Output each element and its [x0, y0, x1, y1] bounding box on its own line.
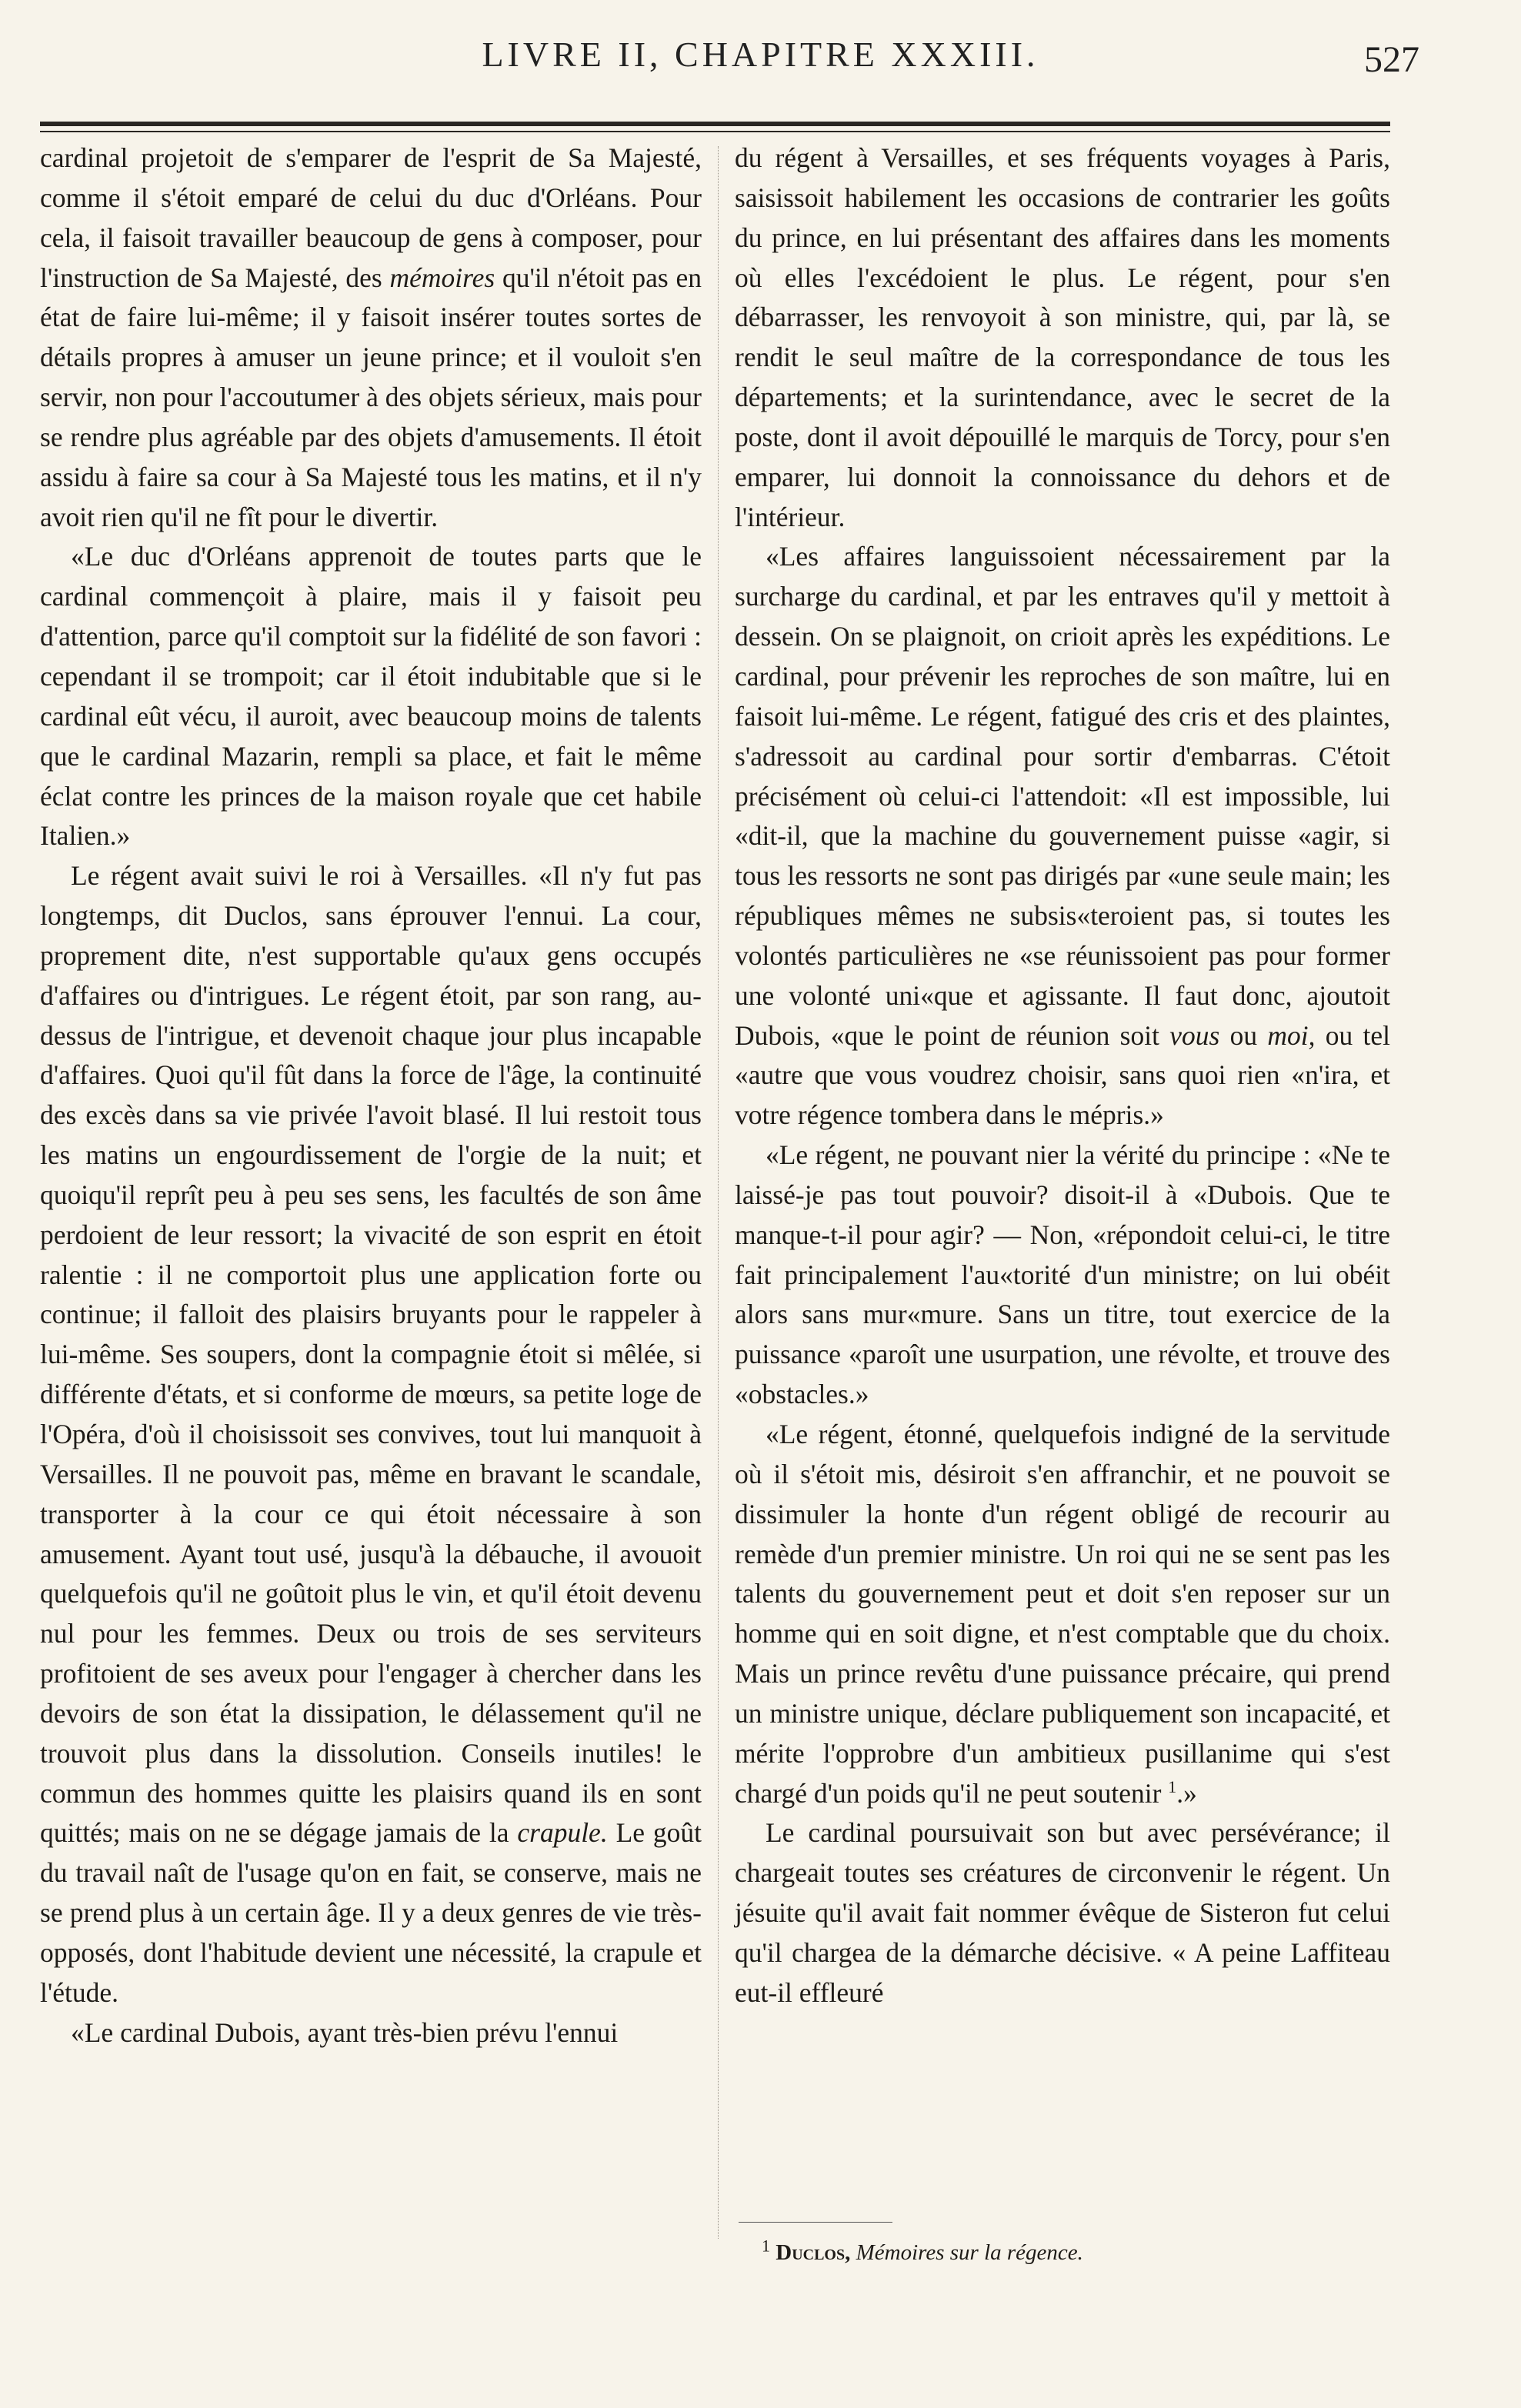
paragraph: Le régent avait suivi le roi à Versailles. «Il n'y fut pas longtemps, dit Duclos, sans éprouver l'ennui. La cour, proprement dite, n'est supportable qu'aux gens occupés d'affaires ou d'intrigues. Le régent étoit, par son rang, au-dessus de l'intrigue, et devenoit chaque jour plus incapable d'affaires. Quoi qu'il fût dans la force de l'âge, la continuité des excès dans sa vie privée l'avoit blasé. Il lui restoit tous les matins un engourdissement de l'orgie de la nuit; et quoiqu'il reprît peu à peu ses sens, les facultés de son âme perdoient de leur ressort; la vivacité de son esprit en étoit ralentie : il ne comportoit plus une application forte ou continue; il falloit des plaisirs bruyants pour le rappeler à lui-même. Ses soupers, dont la compagnie étoit si mêlée, si différente d'états, et si conforme de mœurs, sa petite loge de l'Opéra, d'où il choisissoit ses convives, tout lui manquoit à Versailles. Il ne pouvoit pas, même en bravant le scandale, transporter à la cour ce qui étoit nécessaire à son amusement. Ayant tout usé, jusqu'à la débauche, il avouoit quelquefois qu'il ne goûtoit plus le vin, et qu'il étoit devenu nul pour les femmes. Deux ou trois de ses serviteurs profitoient de ses aveux pour l'engager à chercher dans les devoirs de son état la dissipation, le délassement qu'il ne trouvoit plus dans la dissolution. Conseils inutiles! le commun des hommes quitte les plaisirs quand ils en sont quittés; mais on ne se dégage jamais de la crapule. Le goût du travail naît de l'usage qu'on en fait, se conserve, mais ne se prend plus à un certain âge. Il y a deux genres de vie très-opposés, dont l'habitude devient une nécessité, la crapule et l'étude. — [40, 860, 702, 2008]
paragraph: cardinal projetoit de s'emparer de l'esprit de Sa Majesté, comme il s'étoit emparé de celui du duc d'Orléans. Pour cela, il faisoit travailler beaucoup de gens à composer, pour l'instruction de Sa Majesté, des mémoires qu'il n'étoit pas en état de faire lui-même; il y faisoit insérer toutes sortes de détails propres à amuser un jeune prince; et il vouloit s'en servir, non pour l'accoutumer à des objets sérieux, mais pour se rendre plus agréable par des objets d'amusements. Il étoit assidu à faire sa cour à Sa Majesté tous les matins, et il n'y avoit rien qu'il ne fît pour le divertir. — [40, 142, 702, 532]
paragraph: Le cardinal poursuivait son but avec persévérance; il chargeait toutes ses créatures de circonvenir le régent. Un jésuite qu'il avait fait nommer évêque de Sisteron fut celui qu'il chargea de la démarche décisive. « A peine Laffiteau eut-il effleuré — [735, 1817, 1390, 2008]
footnote-reference[interactable]: 1 — [1168, 1776, 1177, 1796]
paragraph: «Les affaires languissoient nécessairement par la surcharge du cardinal, et par les entraves qu'il y mettoit à dessein. On se plaignoit, on crioit après les expéditions. Le cardinal, pour prévenir les reproches de son maître, lui en faisoit lui-même. Le régent, fatigué des cris et des plaintes, s'adressoit au cardinal pour sortir d'embarras. C'étoit précisément où celui-ci l'attendoit: «Il est impossible, lui «dit-il, que la machine du gouvernement puisse «agir, si tous les ressorts ne sont pas dirigés par «une seule main; les républiques mêmes ne subsis«teroient pas, si toutes les volontés particulières ne «se réunissoient pas pour former une volonté uni«que et agissante. Il faut donc, ajoutoit Dubois, «que le point de réunion soit vous ou moi, ou tel «autre que vous voudrez choisir, sans quoi rien «n'ira, et votre régence tombera dans le mépris.» — [735, 541, 1391, 1131]
page-number: 527 — [1364, 39, 1419, 80]
footnote-author: Duclos, — [776, 2240, 851, 2265]
paragraph: «Le régent, ne pouvant nier la vérité du principe : «Ne te laissé-je pas tout pouvoir? disoit-il à «Dubois. Que te manque-t-il pour agir? — Non, «répondoit celui-ci, le titre fait principalement l'au«torité d'un ministre; on lui obéit alors sans mur«mure. Sans un titre, tout exercice de la puissance «paroît une usurpation, une révolte, et trouve des «obstacles.» — [735, 1139, 1390, 1410]
paragraph: du régent à Versailles, et ses fréquents voyages à Paris, saisissoit habilement les occasions de contrarier les goûts du prince, en lui présentant des affaires dans les moments où elles l'excédoient le plus. Le régent, pour s'en débarrasser, les renvoyoit à son ministre, qui, par là, se rendit le seul maître de la correspondance de tous les départements; et la surintendance, avec le secret de la poste, dont il avoit dépouillé le marquis de Torcy, pour s'en emparer, lui donnoit la connoissance du dehors et de l'intérieur. — [735, 142, 1390, 532]
header-rule-thin — [40, 131, 1390, 132]
left-column — [40, 138, 702, 2053]
paragraph: «Le cardinal Dubois, ayant très-bien prévu l'ennui — [71, 2016, 619, 2048]
page-header — [0, 34, 1521, 95]
column-divider — [718, 146, 719, 2239]
footnote-marker: 1 — [762, 2236, 770, 2256]
footnote-work: Mémoires sur la régence. — [856, 2240, 1083, 2265]
running-title: LIVRE II, CHAPITRE XXXIII. — [482, 35, 1039, 74]
footnote-rule — [739, 2222, 892, 2223]
header-rule-thick — [40, 122, 1390, 126]
footnote — [762, 2237, 1377, 2268]
right-column — [735, 138, 1390, 2013]
paragraph: «Le régent, étonné, quelquefois indigné de la servitude où il s'étoit mis, désiroit s'en affranchir, et ne pouvoit se dissimuler la honte d'un régent obligé de recourir au remède d'un premier ministre. Un roi qui ne se sent pas les talents du gouvernement peut et doit s'en reposer sur un homme qui en soit digne, et n'est comptable que du choix. Mais un prince revêtu d'une puissance précaire, qui prend un ministre unique, déclare publiquement son incapacité, et mérite l'opprobre d'un ambitieux pusillanime qui s'est chargé d'un poids qu'il ne peut soutenir $^1$.» — [735, 1419, 1390, 1809]
paragraph: «Le duc d'Orléans apprenoit de toutes parts que le cardinal commençoit à plaire, mais il y faisoit peu d'attention, parce qu'il comptoit sur la fidélité de son favori : cependant il se trompoit; car il étoit indubitable que si le cardinal eût vécu, il auroit, avec beaucoup moins de talents que le cardinal Mazarin, rempli sa place, et fait le même éclat contre les princes de la maison royale que cet habile Italien.» — [40, 541, 702, 852]
